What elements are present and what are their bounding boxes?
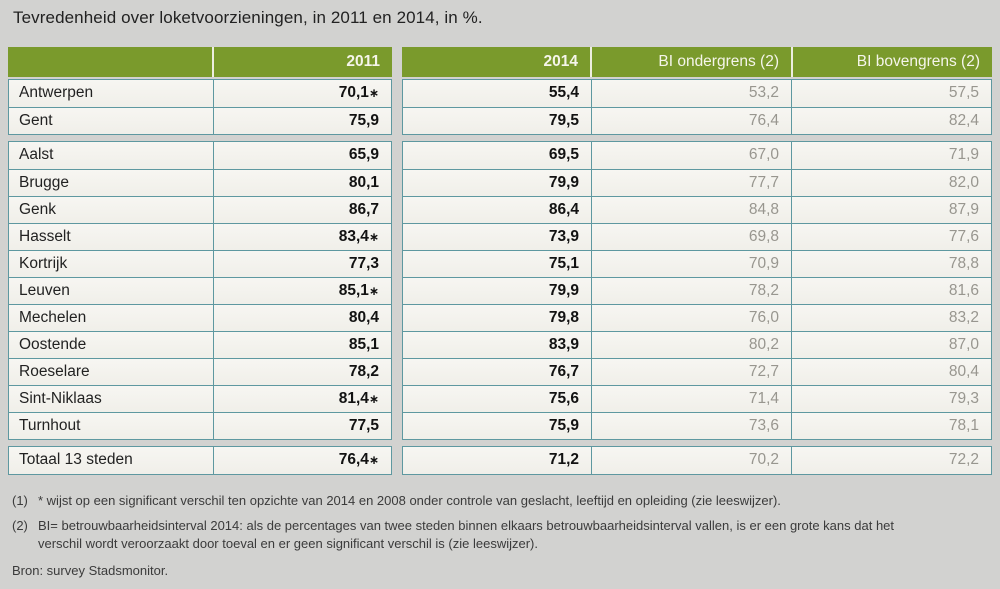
footnote-1 bbox=[12, 492, 988, 510]
bi-upper-cell: 82,0 bbox=[791, 170, 991, 197]
footnote-1-text: * wijst op een significant verschil ten opzichte van 2014 en 2008 onder controle van geslacht, leeftijd en opleiding (zie leeswijzer). bbox=[38, 493, 781, 508]
table-row bbox=[9, 142, 391, 169]
value-2011-cell: 75,9 bbox=[213, 108, 391, 135]
table-row bbox=[403, 169, 991, 196]
table-header-row bbox=[8, 47, 992, 77]
footnote-2-text: BI= betrouwbaarheidsinterval 2014: als de percentages van twee steden binnen elkaars betrouwbaarheidsinterval vallen, is er een grote kans dat het verschil wordt veroorzaakt door toeval en er geen significant verschil is (zie leeswijzer). bbox=[38, 517, 895, 551]
bi-upper-cell: 81,6 bbox=[791, 278, 991, 305]
value-2011-cell: 85,1∗ bbox=[213, 278, 391, 305]
table-row bbox=[9, 412, 391, 439]
table-body bbox=[8, 79, 992, 475]
column-header-2011: 2011 bbox=[212, 47, 392, 77]
source-note: Bron: survey Stadsmonitor. bbox=[12, 562, 169, 578]
value-2014-cell: 79,9 bbox=[548, 282, 579, 299]
bi-lower-cell: 72,7 bbox=[591, 359, 791, 386]
group-panel-left bbox=[8, 446, 392, 475]
value-2011-cell: 65,9 bbox=[213, 142, 391, 169]
city-name-cell: Hasselt bbox=[19, 228, 71, 245]
table-row bbox=[9, 107, 391, 134]
bi-lower-cell: 70,9 bbox=[591, 251, 791, 278]
bi-upper-cell: 79,3 bbox=[791, 386, 991, 413]
table-row bbox=[9, 196, 391, 223]
value-2011-cell: 78,2 bbox=[213, 359, 391, 386]
column-header-bi-ondergrens: BI ondergrens (2) bbox=[590, 47, 791, 77]
table-row bbox=[9, 331, 391, 358]
group-panel-left bbox=[8, 79, 392, 135]
value-2011-cell: 81,4∗ bbox=[213, 386, 391, 413]
value-2014-cell: 83,9 bbox=[548, 336, 579, 353]
bi-lower-cell: 80,2 bbox=[591, 332, 791, 359]
city-name-cell: Gent bbox=[19, 112, 53, 129]
significance-asterisk-icon: ∗ bbox=[368, 284, 379, 298]
significance-asterisk-icon: ∗ bbox=[368, 230, 379, 244]
value-2011-cell: 83,4∗ bbox=[213, 224, 391, 251]
bi-lower-cell: 70,2 bbox=[591, 447, 791, 474]
value-2014-cell: 79,8 bbox=[548, 309, 579, 326]
bi-lower-cell: 67,0 bbox=[591, 142, 791, 169]
value-2011-cell: 86,7 bbox=[213, 197, 391, 224]
table-row bbox=[403, 80, 991, 107]
header-panel-left bbox=[8, 47, 392, 77]
bi-lower-cell: 71,4 bbox=[591, 386, 791, 413]
bi-lower-cell: 77,7 bbox=[591, 170, 791, 197]
bi-upper-cell: 82,4 bbox=[791, 108, 991, 135]
column-header-2014: 2014 bbox=[543, 53, 578, 70]
footnote-2-marker: (2) bbox=[12, 517, 28, 533]
value-2014-cell: 75,6 bbox=[548, 390, 579, 407]
city-name-cell: Oostende bbox=[19, 336, 87, 353]
table-row bbox=[403, 385, 991, 412]
table-row bbox=[403, 196, 991, 223]
value-2014-cell: 71,2 bbox=[548, 451, 579, 468]
table-row bbox=[9, 385, 391, 412]
table-row bbox=[403, 223, 991, 250]
bi-upper-cell: 78,1 bbox=[791, 413, 991, 440]
value-2014-cell: 79,9 bbox=[548, 174, 579, 191]
table-row bbox=[403, 107, 991, 134]
table-row bbox=[403, 358, 991, 385]
table-row bbox=[403, 142, 991, 169]
value-2011-cell: 70,1∗ bbox=[213, 80, 391, 107]
table-row bbox=[403, 250, 991, 277]
group-panel-right bbox=[402, 446, 992, 475]
table-row bbox=[9, 250, 391, 277]
value-2011-cell: 76,4∗ bbox=[213, 447, 391, 474]
bi-upper-cell: 71,9 bbox=[791, 142, 991, 169]
city-name-cell: Aalst bbox=[19, 146, 54, 163]
bi-lower-cell: 76,4 bbox=[591, 108, 791, 135]
footnotes bbox=[12, 492, 988, 578]
table-row bbox=[403, 447, 991, 474]
table-row bbox=[9, 223, 391, 250]
value-2014-cell: 73,9 bbox=[548, 228, 579, 245]
city-name-cell: Kortrijk bbox=[19, 255, 68, 272]
bi-lower-cell: 73,6 bbox=[591, 413, 791, 440]
value-2014-cell: 76,7 bbox=[548, 363, 579, 380]
header-panel-right bbox=[402, 47, 992, 77]
footnote-1-marker: (1) bbox=[12, 493, 28, 508]
value-2014-cell: 86,4 bbox=[548, 201, 579, 218]
significance-asterisk-icon: ∗ bbox=[368, 86, 379, 100]
table-row-group-3 bbox=[8, 446, 992, 475]
city-name-cell: Totaal 13 steden bbox=[19, 451, 133, 468]
table-row bbox=[403, 412, 991, 439]
bi-lower-cell: 69,8 bbox=[591, 224, 791, 251]
value-2011-cell: 77,3 bbox=[213, 251, 391, 278]
city-name-cell: Mechelen bbox=[19, 309, 87, 326]
table-row-group-1 bbox=[8, 79, 992, 135]
value-2014-cell: 75,1 bbox=[548, 255, 579, 272]
city-name-cell: Antwerpen bbox=[19, 84, 94, 101]
city-name-cell: Brugge bbox=[19, 174, 69, 191]
group-panel-left bbox=[8, 141, 392, 440]
bi-upper-cell: 57,5 bbox=[791, 80, 991, 107]
bi-upper-cell: 83,2 bbox=[791, 305, 991, 332]
bi-lower-cell: 76,0 bbox=[591, 305, 791, 332]
table-row bbox=[403, 304, 991, 331]
bi-upper-cell: 78,8 bbox=[791, 251, 991, 278]
bi-upper-cell: 87,0 bbox=[791, 332, 991, 359]
city-name-cell: Turnhout bbox=[19, 417, 81, 434]
bi-lower-cell: 84,8 bbox=[591, 197, 791, 224]
satisfaction-table bbox=[8, 47, 992, 475]
group-panel-right bbox=[402, 79, 992, 135]
bi-upper-cell: 80,4 bbox=[791, 359, 991, 386]
value-2011-cell: 80,1 bbox=[213, 170, 391, 197]
significance-asterisk-icon: ∗ bbox=[368, 453, 379, 467]
table-row bbox=[9, 277, 391, 304]
column-header-city bbox=[8, 47, 212, 77]
value-2014-cell: 79,5 bbox=[548, 112, 579, 129]
column-header-bi-bovengrens: BI bovengrens (2) bbox=[791, 47, 992, 77]
city-name-cell: Roeselare bbox=[19, 363, 90, 380]
bi-lower-cell: 78,2 bbox=[591, 278, 791, 305]
city-name-cell: Leuven bbox=[19, 282, 70, 299]
bi-upper-cell: 87,9 bbox=[791, 197, 991, 224]
table-row-group-2 bbox=[8, 141, 992, 440]
value-2014-cell: 69,5 bbox=[548, 146, 579, 163]
group-panel-right bbox=[402, 141, 992, 440]
table-row bbox=[9, 447, 391, 474]
value-2011-cell: 80,4 bbox=[213, 305, 391, 332]
table-row bbox=[9, 80, 391, 107]
value-2011-cell: 77,5 bbox=[213, 413, 391, 440]
city-name-cell: Sint-Niklaas bbox=[19, 390, 102, 407]
value-2011-cell: 85,1 bbox=[213, 332, 391, 359]
significance-asterisk-icon: ∗ bbox=[368, 392, 379, 406]
table-row bbox=[403, 277, 991, 304]
bi-lower-cell: 53,2 bbox=[591, 80, 791, 107]
page-title: Tevredenheid over loketvoorzieningen, in 2011 en 2014, in %. bbox=[13, 8, 483, 27]
value-2014-cell: 55,4 bbox=[548, 84, 579, 101]
value-2014-cell: 75,9 bbox=[548, 417, 579, 434]
table-row bbox=[403, 331, 991, 358]
table-row bbox=[9, 169, 391, 196]
city-name-cell: Genk bbox=[19, 201, 57, 218]
bi-upper-cell: 77,6 bbox=[791, 224, 991, 251]
table-row bbox=[9, 304, 391, 331]
table-row bbox=[9, 358, 391, 385]
footnote-2 bbox=[12, 517, 988, 553]
bi-upper-cell: 72,2 bbox=[791, 447, 991, 474]
